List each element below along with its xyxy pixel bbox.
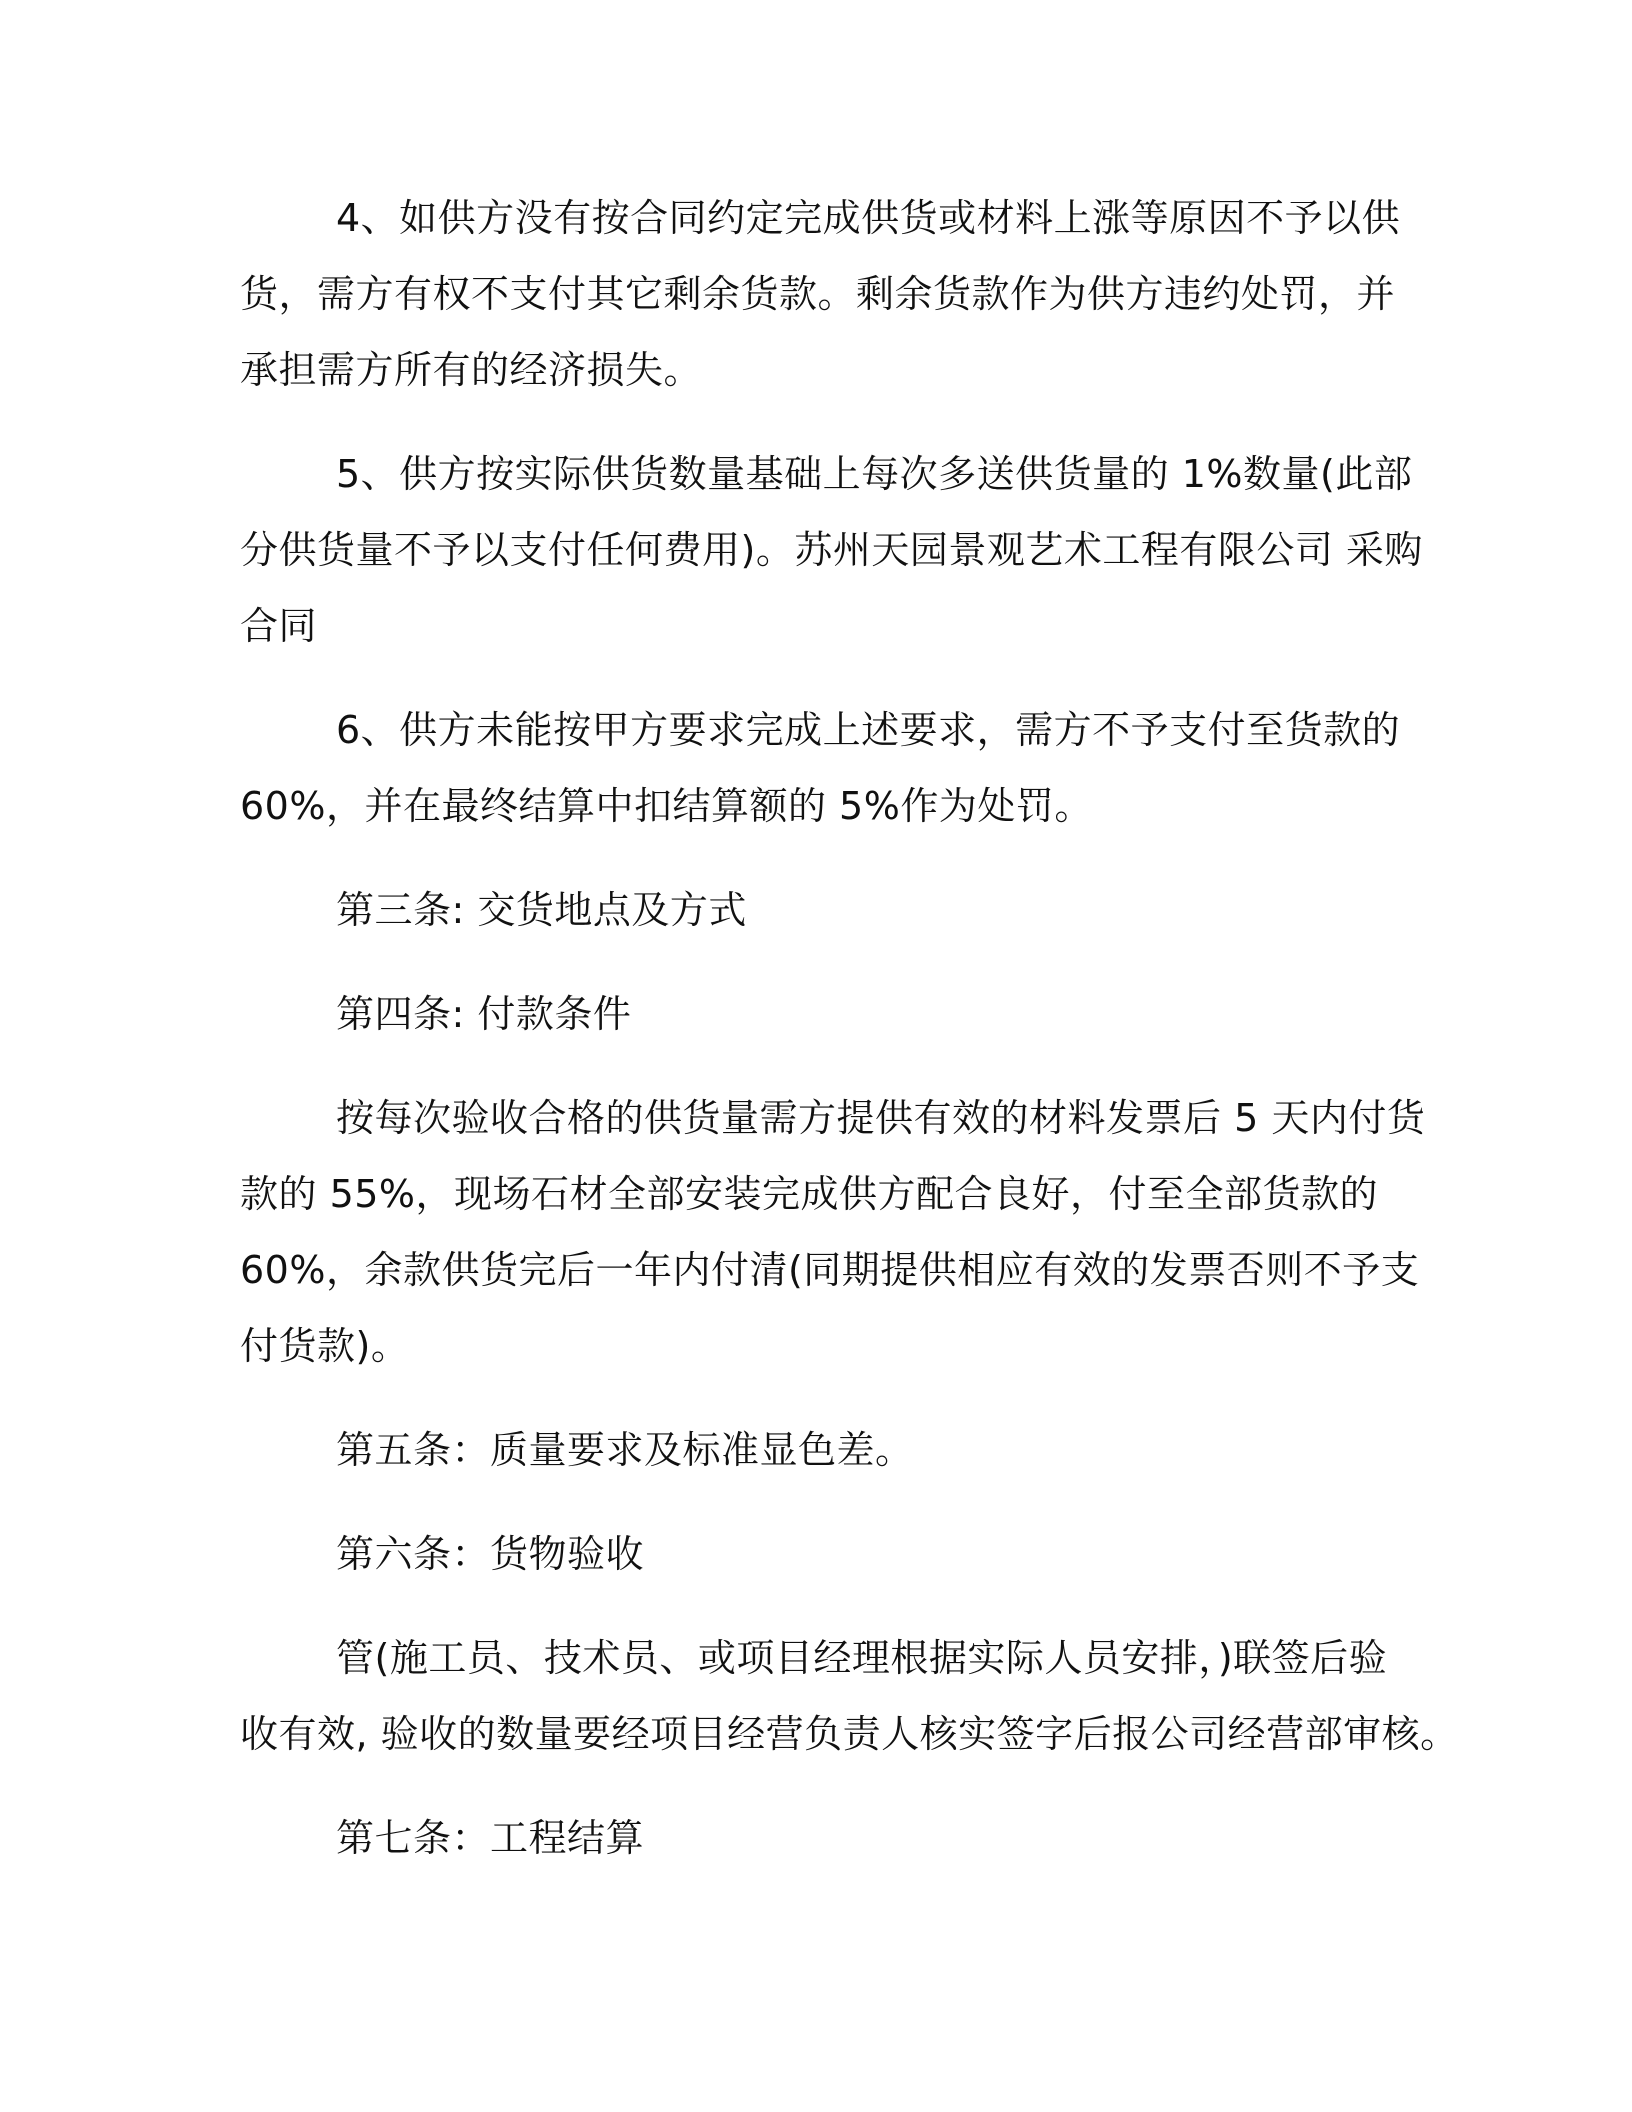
acceptance-line-2: 收有效, 验收的数量要经项目经营负责人核实签字后报公司经营部审核。 xyxy=(240,1712,1459,1756)
article-3-heading: 第三条: 交货地点及方式 xyxy=(336,888,747,932)
article-5-heading: 第五条：质量要求及标准显色差。 xyxy=(336,1428,914,1472)
clause-6-line-2: 60%，并在最终结算中扣结算额的 5%作为处罚。 xyxy=(240,784,1093,828)
clause-4-line-2: 货，需方有权不支付其它剩余货款。剩余货款作为供方违约处罚，并 xyxy=(240,272,1396,316)
clause-5-line-2: 分供货量不予以支付任何费用)。苏州天园景观艺术工程有限公司 采购 xyxy=(240,528,1423,572)
payment-terms-line-1: 按每次验收合格的供货量需方提供有效的材料发票后 5 天内付货 xyxy=(336,1096,1426,1140)
clause-4-line-3: 承担需方所有的经济损失。 xyxy=(240,348,703,392)
clause-6-line-1: 6、供方未能按甲方要求完成上述要求，需方不予支付至货款的 xyxy=(336,708,1401,752)
article-7-heading: 第七条：工程结算 xyxy=(336,1816,645,1860)
article-6-heading: 第六条：货物验收 xyxy=(336,1532,645,1576)
clause-4-line-1: 4、如供方没有按合同约定完成供货或材料上涨等原因不予以供 xyxy=(336,196,1401,240)
acceptance-line-1: 管(施工员、技术员、或项目经理根据实际人员安排，)联签后验 xyxy=(336,1636,1388,1680)
payment-terms-line-3: 60%，余款供货完后一年内付清(同期提供相应有效的发票否则不予支 xyxy=(240,1248,1420,1292)
clause-5-line-3: 合同 xyxy=(240,604,318,648)
payment-terms-line-4: 付货款)。 xyxy=(240,1324,410,1368)
article-4-heading: 第四条: 付款条件 xyxy=(336,992,632,1036)
clause-5-line-1: 5、供方按实际供货数量基础上每次多送供货量的 1%数量(此部 xyxy=(336,452,1413,496)
payment-terms-line-2: 款的 55%，现场石材全部安装完成供方配合良好，付至全部货款的 xyxy=(240,1172,1379,1216)
